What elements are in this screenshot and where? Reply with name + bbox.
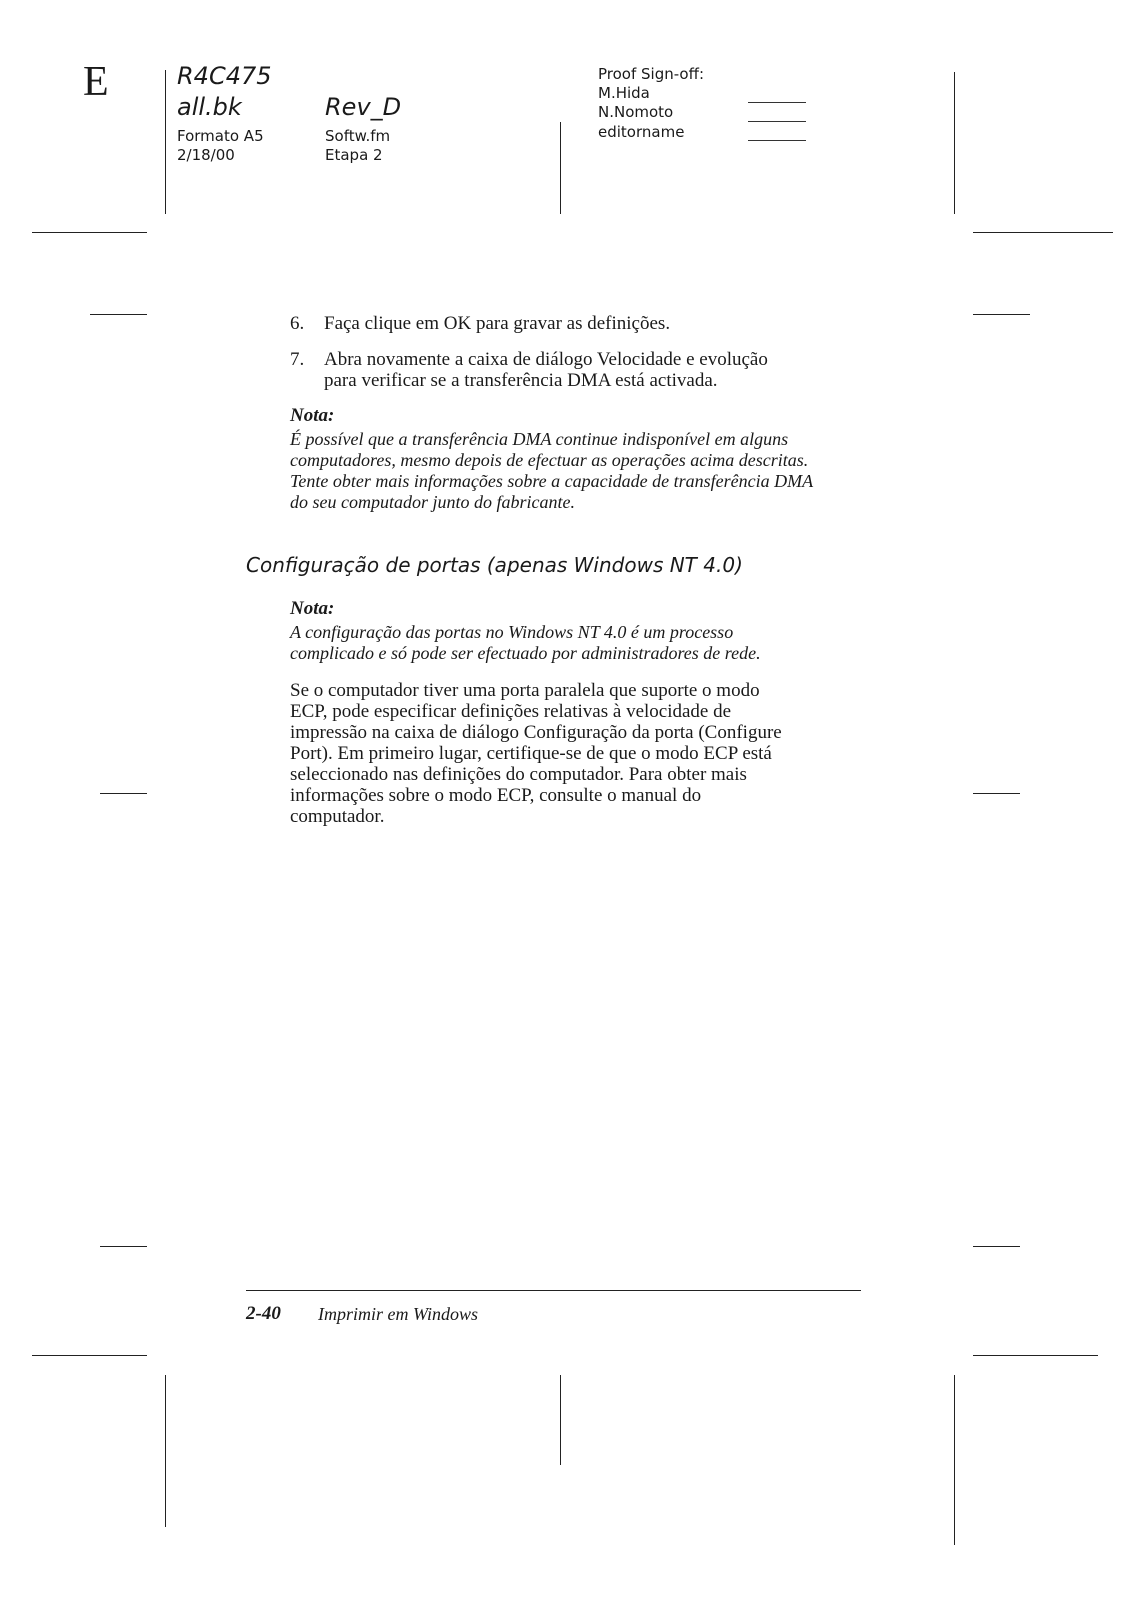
step-text: Faça clique em OK para gravar as definições. bbox=[324, 313, 671, 334]
crop-mark bbox=[560, 122, 561, 214]
paragraph-line: Port). Em primeiro lugar, certifique-se de que o modo ECP está bbox=[290, 743, 772, 764]
note-line: do seu computador junto do fabricante. bbox=[290, 492, 575, 512]
note-line: computadores, mesmo depois de efectuar as operações acima descritas. bbox=[290, 450, 809, 470]
step-number: 7. bbox=[290, 349, 305, 370]
signoff-line bbox=[748, 121, 806, 122]
page-number: 2-40 bbox=[246, 1303, 281, 1324]
step-number: 6. bbox=[290, 313, 305, 334]
stage-label: Etapa 2 bbox=[325, 146, 383, 164]
crop-mark bbox=[954, 1375, 955, 1545]
crop-mark bbox=[973, 232, 1113, 233]
crop-mark bbox=[165, 1375, 166, 1527]
section-heading: Configuração de portas (apenas Windows NT 4.0) bbox=[246, 553, 743, 577]
crop-mark bbox=[32, 1355, 147, 1356]
crop-mark bbox=[32, 232, 147, 233]
crop-mark bbox=[973, 1355, 1098, 1356]
note-line: Tente obter mais informações sobre a capacidade de transferência DMA bbox=[290, 471, 814, 491]
crop-mark bbox=[973, 793, 1020, 794]
note-line: É possível que a transferência DMA continue indisponível em alguns bbox=[290, 429, 789, 449]
file-label: Softw.fm bbox=[325, 127, 391, 145]
date-label: 2/18/00 bbox=[177, 146, 235, 164]
format-label: Formato A5 bbox=[177, 127, 264, 145]
footer-rule bbox=[246, 1290, 861, 1291]
proof-name: N.Nomoto bbox=[598, 103, 674, 121]
crop-mark bbox=[165, 70, 166, 214]
crop-mark bbox=[100, 793, 147, 794]
proof-title: Proof Sign-off: bbox=[598, 65, 704, 83]
paragraph-line: ECP, pode especificar definições relativas à velocidade de bbox=[290, 701, 732, 722]
paragraph-line: computador. bbox=[290, 806, 385, 827]
doc-code: R4C475 bbox=[177, 62, 272, 90]
paragraph-line: Se o computador tiver uma porta paralela que suporte o modo bbox=[290, 680, 760, 701]
signoff-line bbox=[748, 102, 806, 103]
proof-name: editorname bbox=[598, 123, 685, 141]
book-name: all.bk bbox=[177, 93, 242, 121]
step-text: para verificar se a transferência DMA está activada. bbox=[324, 370, 718, 391]
paragraph-line: seleccionado nas definições do computador. Para obter mais bbox=[290, 764, 747, 785]
note-line: complicado e só pode ser efectuado por administradores de rede. bbox=[290, 643, 761, 663]
revision: Rev_D bbox=[325, 93, 402, 121]
chapter-title: Imprimir em Windows bbox=[318, 1304, 479, 1324]
crop-mark bbox=[100, 1246, 147, 1247]
step-text: Abra novamente a caixa de diálogo Velocidade e evolução bbox=[324, 349, 768, 370]
proof-name: M.Hida bbox=[598, 84, 650, 102]
section-letter: E bbox=[83, 59, 109, 105]
note-title: Nota: bbox=[290, 598, 335, 619]
crop-mark bbox=[90, 314, 147, 315]
crop-mark bbox=[560, 1375, 561, 1465]
paragraph-line: informações sobre o modo ECP, consulte o manual do bbox=[290, 785, 702, 806]
signoff-line bbox=[748, 140, 806, 141]
crop-mark bbox=[954, 72, 955, 214]
paragraph-line: impressão na caixa de diálogo Configuração da porta (Configure bbox=[290, 722, 782, 743]
crop-mark bbox=[973, 1246, 1020, 1247]
crop-mark bbox=[973, 314, 1030, 315]
note-line: A configuração das portas no Windows NT 4.0 é um processo bbox=[290, 622, 734, 642]
note-title: Nota: bbox=[290, 405, 335, 426]
